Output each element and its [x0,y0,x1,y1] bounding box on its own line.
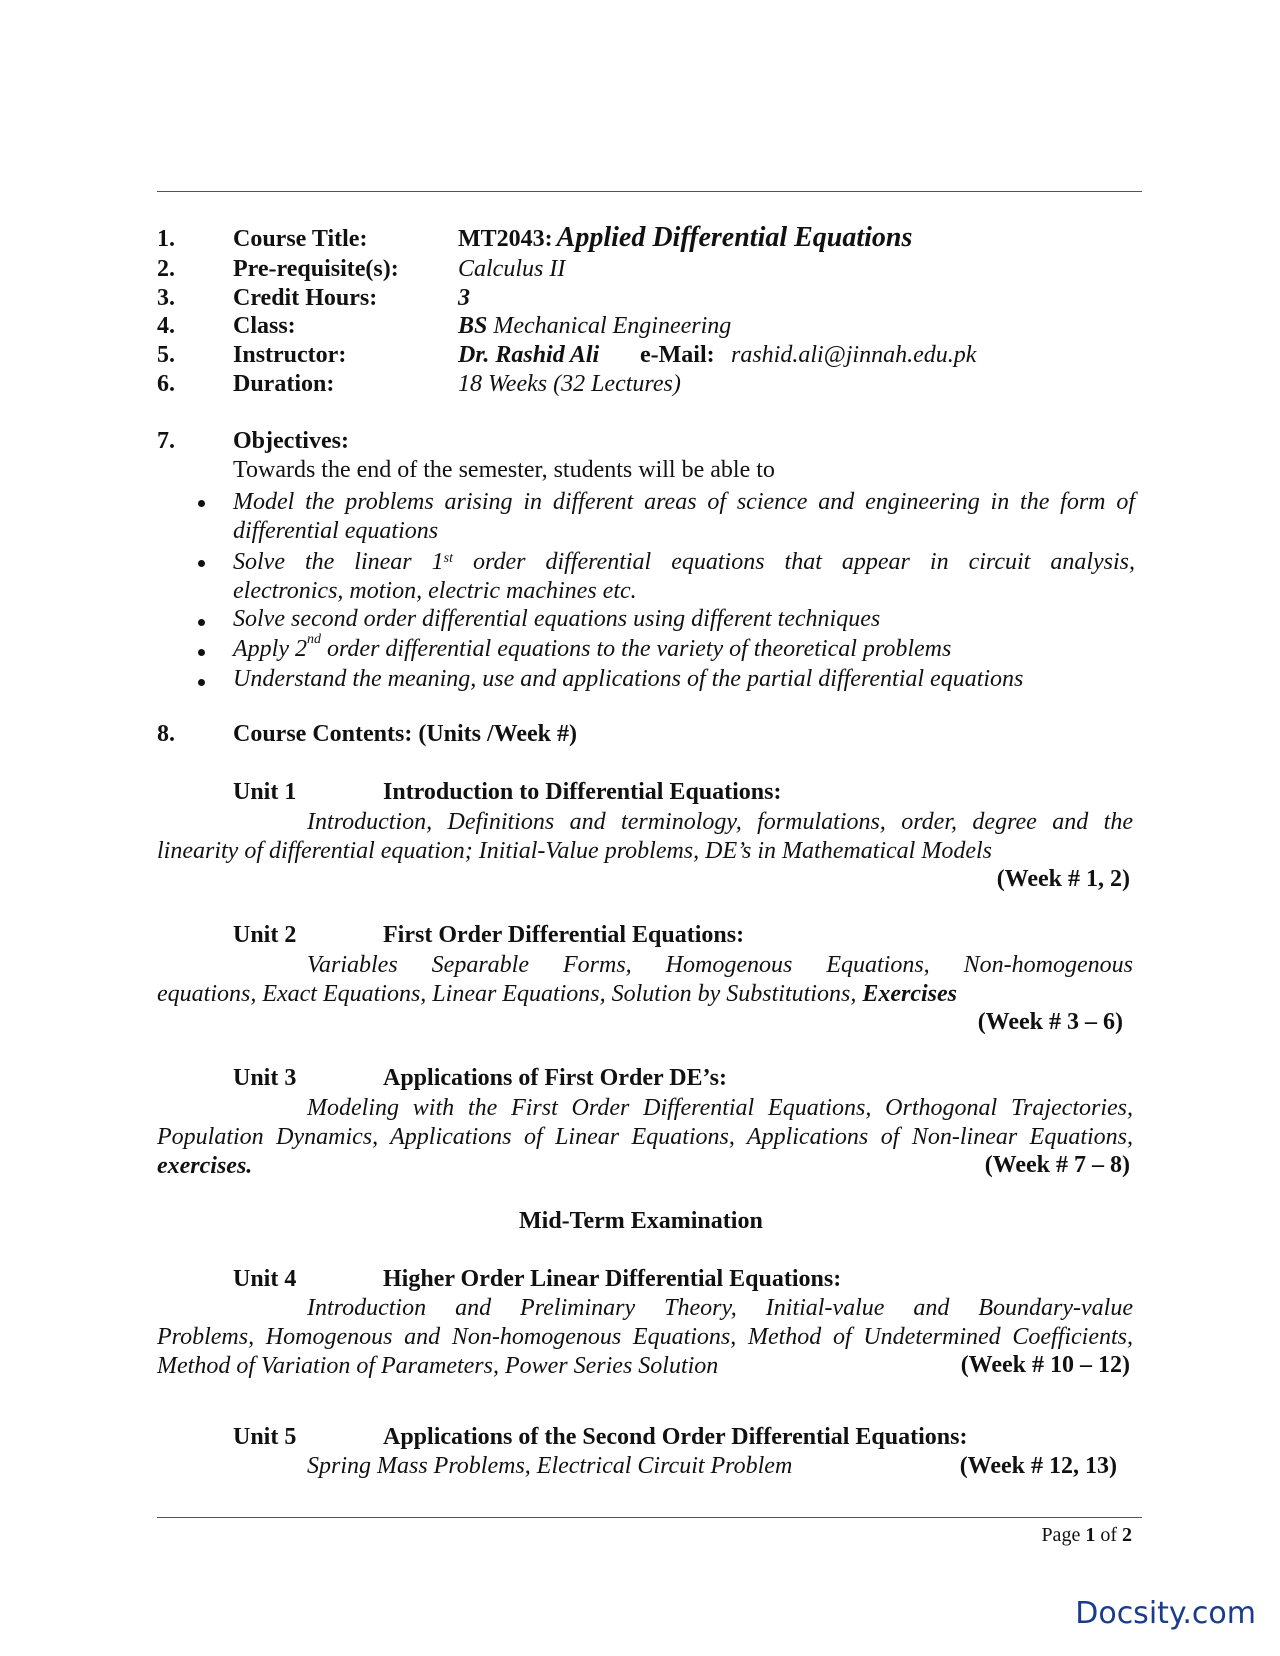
section-number: 7. [157,428,175,454]
unit-description: Introduction and Preliminary Theory, Initial-value and Boundary-value Problems, Homogenous and Non-homogenous Equations, Method of Undetermined Coefficients, Method of Variation of Parameters, Power Series Solution [157,1295,1133,1379]
instructor-name: Dr. Rashid Ali [458,342,600,368]
unit-number: Unit 4 [233,1266,297,1292]
objectives-intro: Towards the end of the semester, students will be able to [233,457,775,483]
page-number: Page 1 of 2 [1041,1524,1132,1546]
item-value: 18 Weeks (32 Lectures) [458,371,681,397]
bullet-icon [198,619,205,626]
unit-title: Applications of the Second Order Differential Equations: [383,1424,968,1450]
unit-week: (Week # 10 – 12) [960,1352,1130,1378]
unit-week: (Week # 7 – 8) [984,1152,1130,1178]
unit-title: Higher Order Linear Differential Equations: [383,1266,842,1292]
course-title-value [458,222,912,254]
class-prefix: BS [458,313,488,339]
bullet-icon [198,500,205,507]
objective-text: Solve second order differential equations using different techniques [233,606,881,632]
bottom-rule [157,1517,1142,1518]
objective-text: Apply 2nd order differential equations to the variety of theoretical problems [233,632,952,662]
objectives-heading: Objectives: [233,428,349,454]
unit-week: (Week # 1, 2) [996,866,1130,892]
course-name: Applied Differential Equations [556,222,913,253]
item-value: Calculus II [458,256,566,282]
unit-description: Variables Separable Forms, Homogenous Equations, Non-homogenous equations, Exact Equations, Linear Equations, Solution by Substitutions, Exercises [157,952,1133,1007]
item-number: 6. [157,371,175,397]
item-label: Credit Hours: [233,285,378,311]
email-address: rashid.ali@jinnah.edu.pk [731,342,977,368]
unit-number: Unit 5 [233,1424,297,1450]
item-label: Instructor: [233,342,347,368]
unit-title: First Order Differential Equations: [383,922,745,948]
bullet-icon [198,679,205,686]
bullet-icon [198,560,205,567]
class-name: Mechanical Engineering [493,313,732,339]
item-value [458,313,731,340]
unit-title: Introduction to Differential Equations: [383,779,782,805]
objective-text: Model the problems arising in different areas of science and engineering in the form of differential equations [233,489,1135,544]
unit-week: (Week # 12, 13) [959,1453,1117,1479]
item-label: Course Title: [233,226,368,252]
email-label: e-Mail: [640,342,715,368]
objective-text: Solve the linear 1st order differential equations that appear in circuit analysis, electronics, motion, electric machines etc. [233,549,1136,604]
midterm-heading: Mid-Term Examination [519,1208,763,1234]
unit-week: (Week # 3 – 6) [977,1009,1123,1035]
unit-title: Applications of First Order DE’s: [383,1065,727,1091]
unit-description: Modeling with the First Order Differential Equations, Orthogonal Trajectories, Population Dynamics, Applications of Linear Equations, Applications of Non-linear Equations, exercises. [157,1095,1133,1179]
item-label: Duration: [233,371,335,397]
unit-description: Spring Mass Problems, Electrical Circuit Problem [307,1453,793,1479]
top-rule [157,191,1142,192]
unit-number: Unit 1 [233,779,297,805]
item-number: 1. [157,226,175,252]
unit-number: Unit 2 [233,922,297,948]
course-code: MT2043: [458,226,553,252]
item-value: 3 [458,285,470,311]
item-number: 4. [157,313,175,339]
item-label: Class: [233,313,296,339]
docsity-watermark: Docsity.com [1075,1596,1256,1631]
item-label: Pre-requisite(s): [233,256,399,282]
objective-text: Understand the meaning, use and applications of the partial differential equations [233,666,1024,692]
section-number: 8. [157,721,175,747]
item-number: 3. [157,285,175,311]
item-number: 2. [157,256,175,282]
contents-heading: Course Contents: (Units /Week #) [233,721,577,747]
bullet-icon [198,649,205,656]
item-number: 5. [157,342,175,368]
unit-number: Unit 3 [233,1065,297,1091]
unit-description: Introduction, Definitions and terminology, formulations, order, degree and the linearity of differential equation; Initial-Value problems, DE’s in Mathematical Models [157,809,1133,864]
